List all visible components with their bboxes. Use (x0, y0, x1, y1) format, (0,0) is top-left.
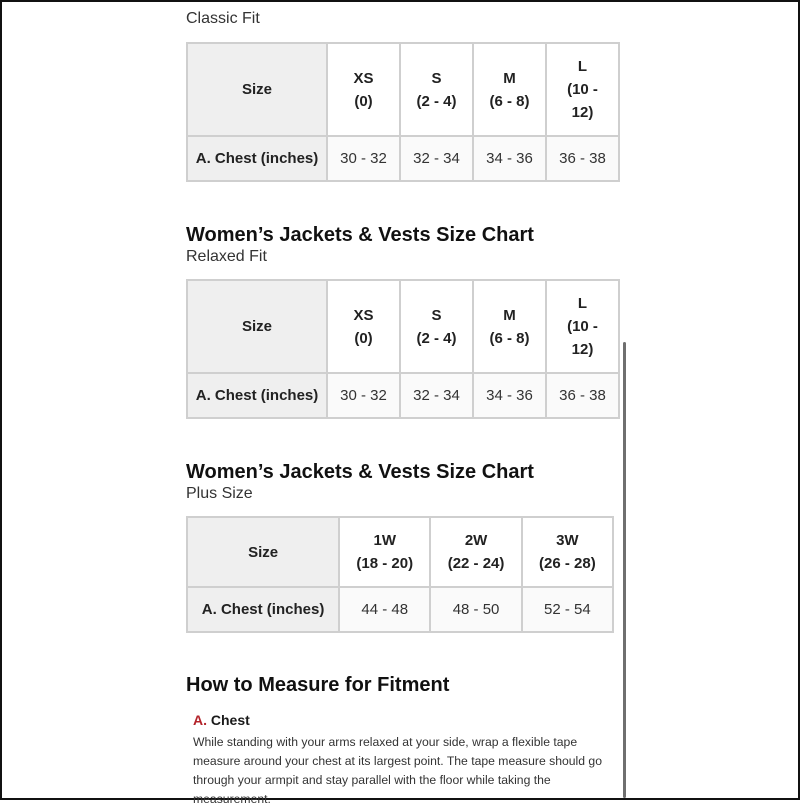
size-col: M (6 - 8) (473, 280, 546, 373)
chest-row-label: A. Chest (inches) (187, 136, 327, 181)
size-header-cell: Size (187, 517, 339, 587)
size-table-classic (186, 42, 620, 182)
chest-value: 30 - 32 (327, 136, 400, 181)
size-header-cell: Size (187, 43, 327, 136)
chest-value: 48 - 50 (430, 587, 521, 632)
size-table-plus (186, 516, 614, 633)
size-table-relaxed (186, 279, 620, 419)
relaxed-fit-subtitle: Relaxed Fit (186, 248, 267, 265)
size-col: L (10 - 12) (546, 43, 619, 136)
size-col: S (2 - 4) (400, 280, 473, 373)
chest-row-label: A. Chest (inches) (187, 587, 339, 632)
chest-value: 30 - 32 (327, 373, 400, 418)
measure-letter: A. (193, 712, 207, 728)
measure-label-text: Chest (210, 712, 250, 728)
chest-value: 36 - 38 (546, 136, 619, 181)
chest-value: 34 - 36 (473, 136, 546, 181)
size-header-cell: Size (187, 280, 327, 373)
plus-size-title: Women’s Jackets & Vests Size Chart (186, 461, 534, 483)
chest-value: 32 - 34 (400, 373, 473, 418)
chest-value: 32 - 34 (400, 136, 473, 181)
size-col: 3W (26 - 28) (522, 517, 613, 587)
chest-value: 52 - 54 (522, 587, 613, 632)
relaxed-fit-title: Women’s Jackets & Vests Size Chart (186, 224, 534, 246)
size-col: 1W (18 - 20) (339, 517, 430, 587)
classic-fit-subtitle: Classic Fit (186, 10, 260, 27)
size-col: XS (0) (327, 43, 400, 136)
size-col: XS (0) (327, 280, 400, 373)
size-col: 2W (22 - 24) (430, 517, 521, 587)
size-col: L (10 - 12) (546, 280, 619, 373)
chest-value: 34 - 36 (473, 373, 546, 418)
plus-size-subtitle: Plus Size (186, 485, 253, 502)
chest-row-label: A. Chest (inches) (187, 373, 327, 418)
measure-chest-label (193, 712, 250, 728)
scrollbar[interactable] (623, 342, 626, 798)
measure-title: How to Measure for Fitment (186, 674, 450, 696)
chest-value: 44 - 48 (339, 587, 430, 632)
measure-description: While standing with your arms relaxed at your side, wrap a flexible tape measure around your chest at its largest point. The tape measure should go through your armpit and stay parallel with the floor while taking the measurement. (193, 735, 602, 806)
chest-value: 36 - 38 (546, 373, 619, 418)
size-col: S (2 - 4) (400, 43, 473, 136)
size-col: M (6 - 8) (473, 43, 546, 136)
